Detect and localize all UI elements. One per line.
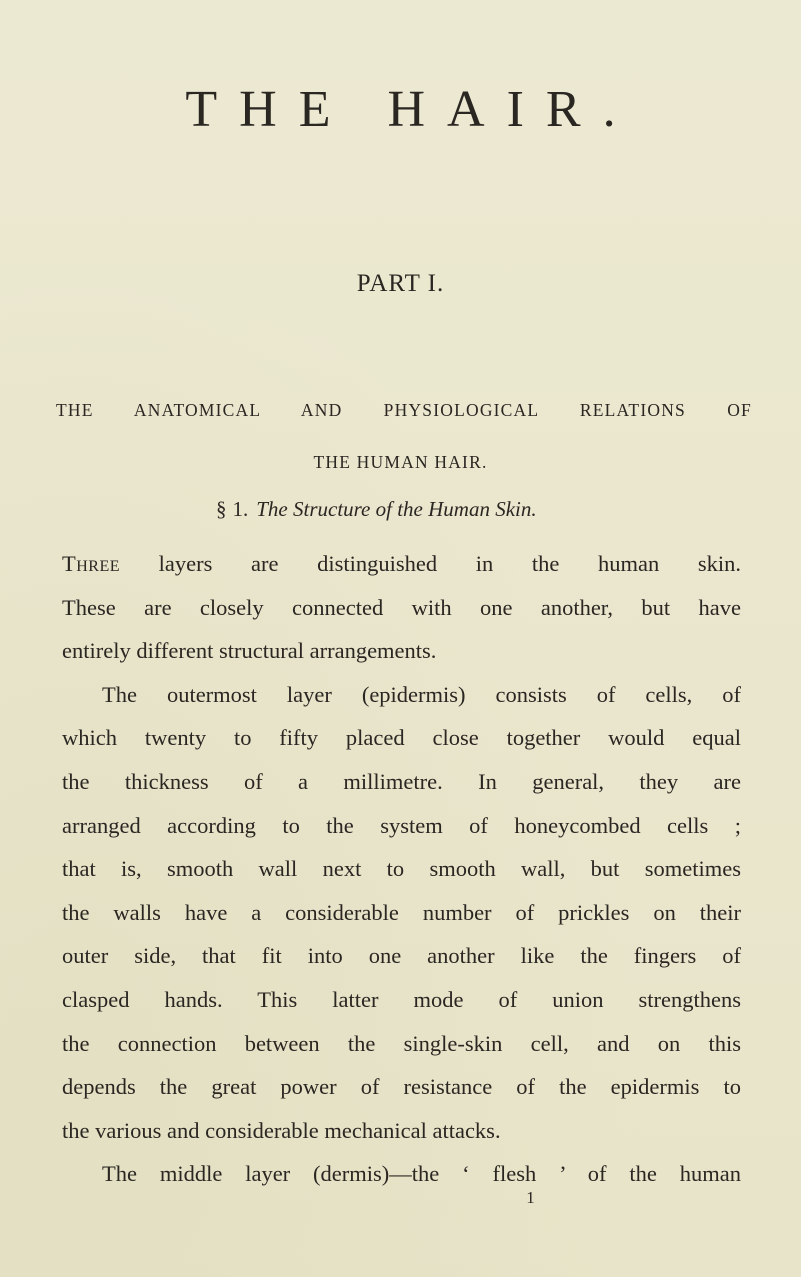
- body-line: the thickness of a millimetre. In general, they are: [62, 768, 741, 794]
- body-line: The middle layer (dermis)—the ‘ flesh ’ of the human: [102, 1161, 741, 1187]
- part-heading: PART I.: [356, 270, 445, 297]
- subheading-line-1: THE ANATOMICAL AND PHYSIOLOGICAL RELATIONS OF: [56, 400, 752, 420]
- drop-word: Three: [62, 551, 121, 576]
- body-line: [62, 542, 741, 586]
- body-line: the connection between the single-skin cell, and on this: [62, 1030, 741, 1056]
- body-line: the walls have a considerable number of prickles on their: [62, 899, 741, 925]
- body-text: [62, 542, 741, 1196]
- body-line-text: layers are distinguished in the human skin.: [120, 551, 741, 576]
- section-number: 1.: [232, 497, 249, 521]
- page-signature-mark: 1: [526, 1188, 535, 1207]
- body-line: These are closely connected with one another, but have: [62, 594, 741, 620]
- body-line: the various and considerable mechanical attacks.: [62, 1117, 501, 1143]
- body-line: clasped hands. This latter mode of union strengthens: [62, 986, 741, 1012]
- body-line: The outermost layer (epidermis) consists of cells, of: [102, 681, 741, 707]
- section-sign: §: [216, 497, 227, 521]
- subheading-line-2: THE HUMAN HAIR.: [313, 452, 488, 472]
- section-heading: [216, 499, 537, 520]
- body-line: that is, smooth wall next to smooth wall, but sometimes: [62, 856, 741, 882]
- book-title: THE HAIR.: [185, 81, 638, 138]
- body-line: depends the great power of resistance of the epidermis to: [62, 1074, 741, 1100]
- section-title: The Structure of the Human Skin.: [256, 497, 537, 521]
- body-line: which twenty to fifty placed close together would equal: [62, 725, 741, 751]
- body-line: arranged according to the system of honeycombed cells ;: [62, 812, 741, 838]
- body-line: entirely different structural arrangements.: [62, 638, 437, 664]
- body-line: outer side, that fit into one another like the fingers of: [62, 943, 741, 969]
